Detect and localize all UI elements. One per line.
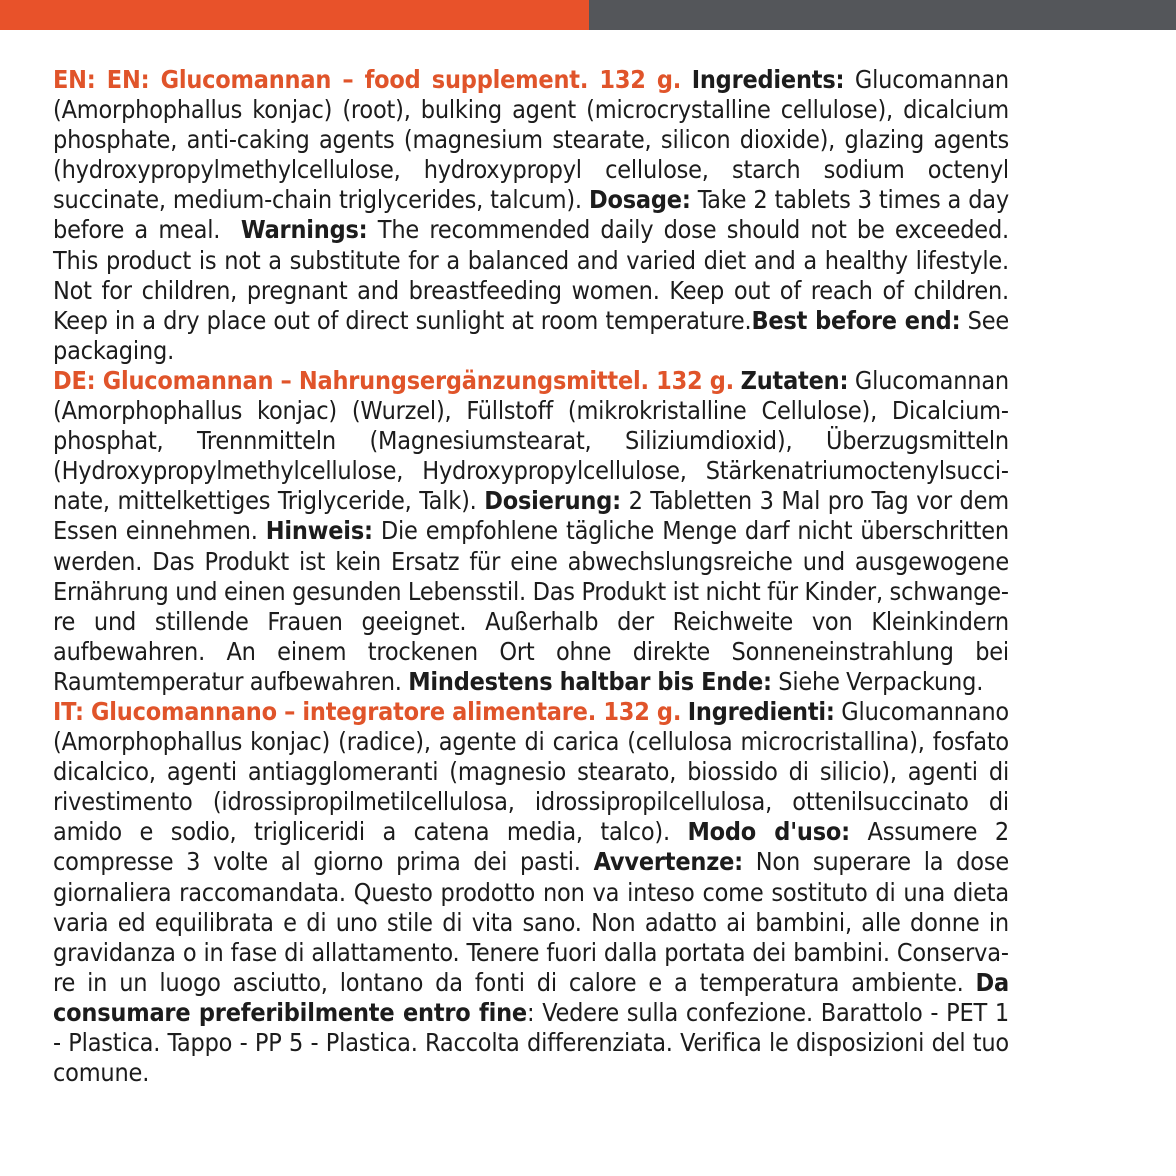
de-dosage-text: 2 Tabletten 3 Mal pro Tag vor dem Essen einnehmen. <box>53 486 1009 546</box>
product-label-text <box>53 65 1009 1088</box>
de-heading: DE: Glucomannan – Nahrungsergänzungsmittel. 132 g. <box>53 365 735 395</box>
de-dosage-label: Dosierung: <box>484 486 621 516</box>
de-warnings-text: Die empfohlene tägliche Menge darf nicht überschritten werden. Das Produkt ist kein Ersatz für eine abwechslungsreiche und ausgewogene Ernährung und einen gesunden Lebensstil. Das Produkt ist nicht für Kinder, schwangere und stillende Frauen geeignet. Außerhalb der Reichweite von Kleinkindern aufbewahren. An einem trockenen Ort ohne direkte Sonneneinstrahlung bei Raumtemperatur aufbewahren. <box>53 516 1009 696</box>
it-warnings-text: Non superare la dose giornaliera raccomandata. Questo prodotto non va inteso come sostituto di una dieta varia ed equilibrata e di uno stile di vita sano. Non adatto ai bambini, alle donne in gravidanza o in fase di allattamento. Tenere fuori dalla portata dei bambini. Conservare in un luogo asciutto, lontano da fonti di calore e a temperatura ambiente. <box>53 847 1009 997</box>
it-warnings-label: Avvertenze: <box>593 847 743 877</box>
en-warnings-text: The recommended daily dose should not be exceeded. This product is not a substitute for a balanced and varied diet and a healthy lifestyle. Not for children, pregnant and breastfeeding women. Keep out of reach of children. Keep in a dry place out of direct sunlight at room temperature. <box>53 215 1009 335</box>
top-bar-gray-segment <box>589 0 1176 30</box>
it-ingredients-text: Glucomannano (Amorphophallus konjac) (radice), agente di carica (cellulosa microcristallina), fosfato dicalcico, agenti antiagglomeranti (magnesio stearato, biossido di silicio), agenti di rivestimento (idrossipropilmetilcellulosa, idrossipropilcellulosa, ottenilsuccinato di amido e sodio, trigliceridi a catena media, talco). <box>53 696 1009 847</box>
en-ingredients-label: Ingredients: <box>691 65 845 94</box>
section-en <box>53 65 1009 366</box>
de-best-before-label: Mindestens haltbar bis Ende: <box>408 666 772 696</box>
top-bar-orange-segment <box>0 0 589 30</box>
section-it <box>53 697 1009 1088</box>
section-de <box>53 366 1009 697</box>
en-dosage-text: Take 2 tablets 3 times a day before a meal. <box>53 185 1009 245</box>
it-dosage-text: Assumere 2 compresse 3 volte al giorno prima dei pasti. <box>53 817 1009 877</box>
en-dosage-label: Dosage: <box>588 185 691 215</box>
de-ingredients-label: Zutaten: <box>740 365 849 395</box>
top-color-bar <box>0 0 1176 30</box>
en-ingredients-text: Glucomannan (Amorphophallus konjac) (root), bulking agent (microcrystalline cellulose), dicalcium phosphate, anti-caking agents (magnesium stearate, silicon dioxide), glazing agents (hydroxypropylmethylcellulose, hydroxypropyl cellulose, starch sodium octenyl succinate, medium-chain triglycerides, talcum). <box>53 65 1009 215</box>
it-best-before-label: Da consumare preferibilmente entro fine <box>53 967 1009 1027</box>
it-best-before-text: : Vedere sulla confezione. Barattolo - PET 1 - Plastica. Tappo - PP 5 - Plastica. Raccolta differenziata. Verifica le disposizioni del tuo comune. <box>53 997 1009 1088</box>
de-warnings-label: Hinweis: <box>265 516 373 546</box>
it-dosage-label: Modo d'uso: <box>687 817 850 847</box>
de-ingredients-text: Glucomannan (Amorphophallus konjac) (Wurzel), Füllstoff (mikrokristalline Cellulose), Dicalciumphosphat, Trennmitteln (Magnesiumstearat, Siliziumdioxid), Überzugsmitteln (Hydroxypropylmethylcellulose, Hydroxypropylcellulose, Stärkenatriumoctenylsuccinate, mittelkettiges Triglyceride, Talk). <box>53 365 1009 516</box>
en-heading: EN: EN: Glucomannan – food supplement. 132 g. <box>53 65 682 94</box>
it-ingredients-label: Ingredienti: <box>687 696 835 726</box>
en-warnings-label: Warnings: <box>240 215 368 245</box>
it-heading: IT: Glucomannano – integratore alimentare. 132 g. <box>53 696 682 726</box>
de-best-before-text: Siehe Verpackung. <box>778 666 984 696</box>
en-best-before-text: See packaging. <box>53 305 1009 365</box>
en-best-before-label: Best before end: <box>751 305 961 335</box>
